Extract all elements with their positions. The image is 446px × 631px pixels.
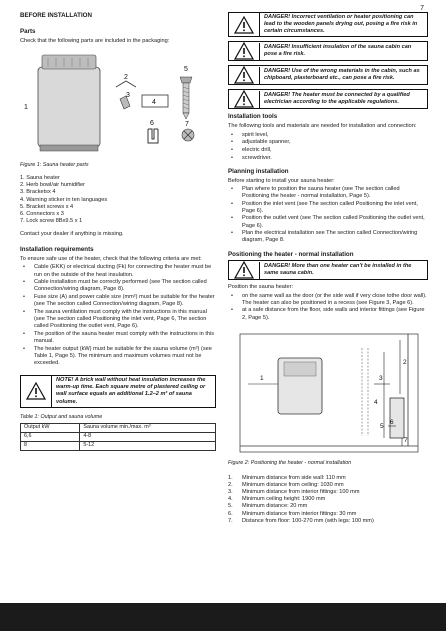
table-cell: 8 <box>21 441 80 450</box>
list-item: 4. Warning sticker in ten languages <box>20 196 108 203</box>
page-footer-bar <box>0 603 446 631</box>
heater-parts-figure <box>20 49 216 157</box>
table-caption: Table 1: Output and sauna volume <box>20 413 103 420</box>
tools-list <box>228 132 428 162</box>
list-item: • Position the outlet vent (see The section called Positioning the outlet vent, Page 6). <box>228 215 428 229</box>
output-volume-table <box>20 423 216 451</box>
positioning-intro: Position the sauna heater: <box>228 284 293 291</box>
note-text: NOTE! A brick wall without heat insulation increases the warm-up time. Each square metre of plastered ceiling or wall surface equals an additional 1.2–2 m³ of sauna volume. <box>51 376 215 407</box>
list-item: • spirit level, <box>228 132 428 139</box>
table-row <box>21 432 216 441</box>
callout-7: 7 <box>185 121 189 129</box>
warning-triangle-icon <box>229 16 259 34</box>
tools-intro: The following tools and materials are needed for installation and connection: <box>228 123 417 130</box>
page-number: 7 <box>420 5 424 12</box>
tools-heading: Installation tools <box>228 113 278 121</box>
warning-triangle-icon <box>21 382 51 400</box>
list-item: 1. Sauna heater <box>20 175 60 182</box>
danger-box <box>228 12 428 37</box>
list-item: • The heater output (kW) must be suitable for the sauna volume (m³) (see Table 1, Page 5). The minimum and maximum volumes must not be exceeded. <box>20 346 216 367</box>
table-cell: 4-8 <box>80 432 216 441</box>
danger-text: DANGER! More than one heater can't be installed in the same sauna cabin. <box>259 262 427 278</box>
requirements-list <box>20 264 216 367</box>
table-row <box>21 423 216 432</box>
list-item: 4. Minimum ceiling height: 1900 mm <box>228 496 326 503</box>
list-item: • on the same wall as the door (or the side wall if very close tothe door wall). The heater can also be positioned in a recess (see Figure 3, Page 6). <box>228 293 428 307</box>
positioning-figure <box>228 328 428 456</box>
list-item: • The sauna ventilation must comply with the instructions in this manual (see The section called Positioning the inlet vent, Page 6, The section called Positioning the outlet vent, Page 6). <box>20 309 216 330</box>
table-row <box>21 441 216 450</box>
positioning-list <box>228 293 428 322</box>
planning-list <box>228 186 428 245</box>
list-item: 7. Lock screw 8Bx9.5 x 1 <box>20 218 83 225</box>
callout-2: 2 <box>124 74 128 82</box>
fig2-callout-5: 5 <box>380 422 384 430</box>
table-cell: 6,6 <box>21 432 80 441</box>
danger-text: DANGER! The heater must be connected by a qualified electrician according to the applicable regulations. <box>259 91 427 107</box>
connector <box>148 129 158 143</box>
right-column <box>228 12 428 529</box>
fig2-callout-6: 6 <box>390 418 394 426</box>
list-item: 3. Bracketsx 4 <box>20 189 56 196</box>
danger-text: DANGER! Use of the wrong materials in the cabin, such as chipboard, plasterboard etc., can pose a fire risk. <box>259 67 427 83</box>
list-item: 2. Minimum distance from ceiling: 1030 mm <box>228 481 344 488</box>
parts-list <box>20 175 216 225</box>
callout-6: 6 <box>150 120 154 128</box>
contact-text: Contact your dealer if anything is missing. <box>20 231 124 238</box>
list-item: 1. Minimum distance from side wall: 110 mm <box>228 474 346 481</box>
danger-box <box>228 65 428 85</box>
danger-text: DANGER! Incorrect ventilation or heater positioning can lead to the wooden panels drying out, posing a fire risk in certain circumstances. <box>259 13 427 36</box>
list-item: • Cable installation must be correctly performed (see The section called Connection/wiring diagram, Page 8). <box>20 279 216 293</box>
fig2-callout-1: 1 <box>260 374 264 382</box>
fig2-callout-3: 3 <box>379 374 383 382</box>
heater-body <box>38 67 100 147</box>
list-item: 6. Connectors x 3 <box>20 210 64 217</box>
list-item: 6. Minimum distance from interior fittings: 30 mm <box>228 510 357 517</box>
list-item: 3. Minimum distance from interior fittings: 100 mm <box>228 489 360 496</box>
list-item: 5. Bracket screws x 4 <box>20 203 74 210</box>
warning-triangle-icon <box>229 66 259 84</box>
list-item: • electric drill, <box>228 147 428 154</box>
list-item: 7. Distance from floor: 100-270 mm (with legs: 100 mm) <box>228 517 374 524</box>
callout-4: 4 <box>152 99 156 107</box>
table-header: Output kW <box>21 423 80 432</box>
lock-screw <box>182 129 194 141</box>
fig2-callout-7: 7 <box>404 436 408 444</box>
list-item: • screwdriver. <box>228 155 428 162</box>
fig2-callout-2: 2 <box>403 358 407 366</box>
herb-bowl <box>116 81 136 87</box>
danger-text: DANGER! Insufficient insulation of the sauna cabin can pose a fire risk. <box>259 43 427 59</box>
danger-box <box>228 41 428 61</box>
warning-triangle-icon <box>229 42 259 60</box>
list-item: • Position the inlet vent (see The section called Positioning the inlet vent, Page 6). <box>228 201 428 215</box>
warning-triangle-icon <box>229 90 259 108</box>
list-item: • Plan the electrical installation see The section called Connection/wiring diagram, Page 8. <box>228 230 428 244</box>
distance-list <box>228 475 428 525</box>
requirements-intro: To ensure safe use of the heater, check that the following criteria are met: <box>20 256 202 263</box>
requirements-heading: Installation requirements <box>20 246 94 254</box>
bracket-screw <box>180 77 192 119</box>
parts-heading: Parts <box>20 27 36 35</box>
positioning-heading: Positioning the heater - normal installation <box>228 250 354 258</box>
list-item: • Fuse size (A) and power cable size (mm²) must be suitable for the heater (see The section called Connection/wiring diagram, Page 8). <box>20 294 216 308</box>
section-title: BEFORE INSTALLATION <box>20 12 92 19</box>
list-item: 2. Herb bowl/air humidifier <box>20 182 85 189</box>
figure2-caption: Figure 2: Positioning the heater - normal installation <box>228 459 352 466</box>
list-item: • adjustable spanner, <box>228 139 428 146</box>
danger-box <box>228 260 428 280</box>
note-box <box>20 375 216 408</box>
list-item: • at a safe distance from the floor, side walls and interior fittings (see Figure 2, Page 5). <box>228 307 428 321</box>
warning-triangle-icon <box>229 261 259 279</box>
left-column <box>20 12 216 451</box>
list-item: 5. Minimum distance: 20 mm <box>228 503 308 510</box>
planning-intro: Before starting to install your sauna heater: <box>228 177 335 184</box>
planning-heading: Planning installation <box>228 167 289 175</box>
callout-3: 3 <box>126 92 130 100</box>
callout-5: 5 <box>184 66 188 74</box>
danger-box <box>228 89 428 109</box>
table-header: Sauna volume min./max. m³ <box>80 423 216 432</box>
callout-1: 1 <box>24 104 28 112</box>
parts-intro: Check that the following parts are included in the packaging: <box>20 37 170 44</box>
list-item: • Plan where to position the sauna heater (see The section called Positioning the heater - normal installation, Page 5). <box>228 186 428 200</box>
list-item: • The position of the sauna heater must comply with the instructions in this manual. <box>20 331 216 345</box>
table-cell: 5-12 <box>80 441 216 450</box>
list-item: • Cable (EKK) or electrical ducting (Fk) for connecting the heater must be run on the outside of the heat insulation. <box>20 264 216 278</box>
figure1-caption: Figure 1: Sauna heater parts <box>20 162 89 169</box>
fig2-callout-4: 4 <box>374 398 378 406</box>
